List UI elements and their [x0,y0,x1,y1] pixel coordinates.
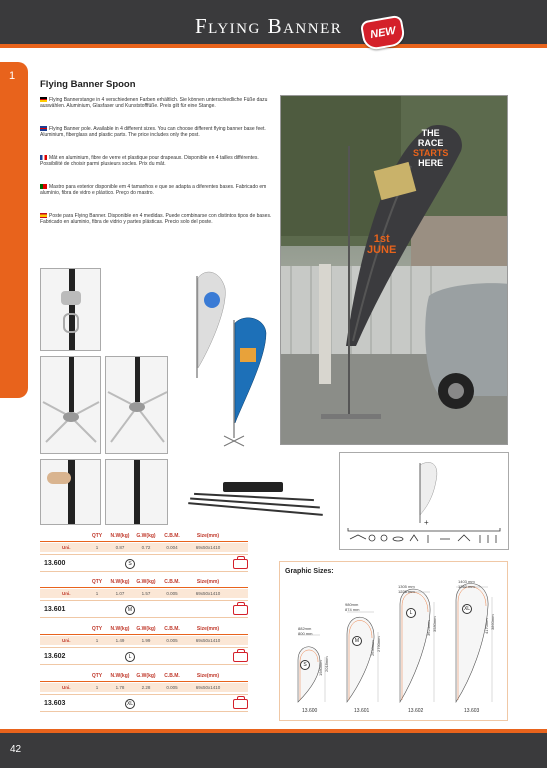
table-header-divider [40,681,248,682]
page-number: 42 [10,744,22,755]
pole-top-detail-photo [40,268,101,351]
table-header-cell: QTY [91,533,103,539]
table-header-cell: Size(mm) [196,673,220,679]
description-it-text: Mastro para exterior disponible em 4 tamanhos e que se adapta a diferentes bases. Fabricado em alumínio, fibra de vidro e plástico. Preço do mastro. [40,184,267,197]
table-header-cell: Size(mm) [196,533,220,539]
graphic-width-inner: 1262 mm [458,584,475,589]
base-options-drawing [340,453,509,550]
row-qty: 1 [95,591,99,596]
table-header-cell: C.B.M. [164,579,180,585]
row-size: 69x50x1410 [195,638,221,643]
base-cross-detail-photo [40,356,101,454]
row-cbm: 0.005 [166,685,178,690]
table-header-divider [40,587,248,588]
flag-fr-icon [40,155,47,160]
row-qty: 1 [95,638,99,643]
graphic-width-inner: 1226 mm [398,589,415,594]
description-de [40,97,272,110]
banner-slogan-2: RACE [417,138,444,148]
description-es [40,213,272,226]
graphic-sizes-title: Graphic Sizes: [285,568,334,575]
graphic-height-outer: 3580mm [432,616,437,632]
row-qty: 1 [95,685,99,690]
row-unit: Uni. [62,545,71,550]
row-divider [40,600,248,601]
shopping-bag-icon[interactable] [233,559,248,569]
flag-pt-icon [40,184,47,189]
row-divider [40,647,248,648]
new-badge-label: NEW [369,24,397,42]
graphic-width-inner: 874 mm [345,607,360,612]
table-header-cell: G.W(kg) [136,626,156,632]
graphic-height-inner: 2630mm [370,640,375,656]
row-nw: 0.87 [115,545,125,550]
graphic-product-code: 13.603 [464,708,480,714]
table-header-cell: N.W(kg) [110,626,130,632]
banner-date [367,234,396,256]
section-title: Flying Banner Spoon [40,79,136,90]
banner-date-1: 1st [373,233,390,245]
hand-assembly-photo [40,459,101,525]
shopping-bag-icon[interactable] [233,699,248,709]
graphic-width-outer: 1403 mm [458,579,475,584]
shopping-bag-icon[interactable] [233,652,248,662]
banner-slogan-4: HERE [418,158,444,168]
row-unit: Uni. [62,591,71,596]
size-badge: S [125,559,135,569]
shopping-bag-icon[interactable] [233,605,248,615]
graphic-height-outer: 2790mm [376,636,381,652]
row-cbm: 0.005 [166,591,178,596]
graphic-width-outer: 1305 mm [398,584,415,589]
table-header-cell: Size(mm) [196,579,220,585]
table-header-cell: QTY [91,673,103,679]
description-es-text: Poste para Flying Banner. Disponible en 4 medidas. Puede combinarse con distintos tipos de bases. Fabricado en aluminio, fibra de vidrio y partes plásticas. Precio solo del poste. [40,213,272,226]
graphic-size-badge: L [406,608,416,618]
pole-joint-photo [105,459,168,525]
table-header-cell: N.W(kg) [110,579,130,585]
graphic-size-badge: M [352,636,362,646]
main-product-photo [280,95,508,445]
banner-slogan [413,128,448,168]
graphic-size-badge: XL [463,606,471,612]
description-it [40,184,272,197]
row-unit: Uni. [62,685,71,690]
table-header-cell: G.W(kg) [136,579,156,585]
pole-kit-photo [178,468,336,528]
graphic-width-outer: 882mm [298,626,312,631]
graphic-size-badge: S [300,660,310,670]
row-gw: 0.72 [141,545,151,550]
graphic-width-outer: 980mm [345,602,359,607]
cross-base-drawing [41,357,101,454]
photo-scene [281,96,508,445]
table-header-cell: G.W(kg) [136,533,156,539]
row-qty: 1 [95,545,99,550]
row-size: 69x50x1410 [195,591,221,596]
page-title: Flying Banner [195,14,343,38]
base-cross-detail-photo-2 [105,356,168,454]
graphic-height-outer: 3860mm [490,614,495,630]
product-code: 13.601 [44,606,66,613]
banner-slogan-1: THE [421,128,440,138]
graphic-height-inner: 1980mm [318,660,323,676]
row-size: 69x50x1410 [195,685,221,690]
flag-es-icon [40,213,47,218]
table-header-cell: C.B.M. [164,673,180,679]
row-nw: 1.07 [115,591,125,596]
table-header-cell: G.W(kg) [136,673,156,679]
description-fr [40,155,272,168]
row-gw: 1.99 [141,638,151,643]
graphic-sizes-panel [279,561,508,721]
chapter-tab [0,62,28,398]
table-header-cell: QTY [91,579,103,585]
row-cbm: 0.004 [166,545,178,550]
svg-text:+: + [424,518,429,527]
product-code: 13.603 [44,700,66,707]
graphic-height-inner: 3624mm [426,620,431,636]
table-header-cell: C.B.M. [164,533,180,539]
row-divider [40,617,248,618]
base-options-diagram [339,452,509,550]
header-accent-line [0,44,547,48]
description-de-text: Flying Bannerstange in 4 verschiedenen Farben erhältlich. Sie können unterschiedliche Füße dazu auswählen. Aluminium, Glasfaser und Kunststofffüße. Preis gilt für eine Stange. [40,97,268,110]
graphic-product-code: 13.600 [302,708,318,714]
graphic-height-outer: 2018mm [324,656,329,672]
graphic-product-code: 13.601 [354,708,370,714]
page-footer [0,733,547,768]
table-header-divider [40,634,248,635]
banner-date-2: JUNE [367,244,397,256]
row-unit: Uni. [62,638,71,643]
row-divider [40,664,248,665]
size-badge: M [125,605,135,615]
row-divider [40,694,248,695]
description-en-text: Flying Banner pole. Available in 4 different sizes. You can choose different flying banner base feet. Aluminium, fiberglass and plastic parts. The price includes only the post. [40,126,266,139]
row-gw: 2.28 [141,685,151,690]
size-badge: XL [126,701,134,707]
row-divider [40,711,248,712]
table-header-cell: C.B.M. [164,626,180,632]
row-divider [40,554,248,555]
description-en [40,126,272,139]
graphic-width-inner: 800 mm [298,631,313,636]
table-header-cell: Size(mm) [196,626,220,632]
flying-banner-illustrations [190,268,270,448]
product-code: 13.600 [44,560,66,567]
flag-de-icon [40,97,47,102]
description-fr-text: Mât en aluminium, fibre de verre et plastique pour drapeaux. Disponible en 4 tailles différentes. Possibilité de choisir parmi plusieurs socles. Prix du mât. [40,155,259,168]
row-gw: 1.57 [141,591,151,596]
table-header-cell: QTY [91,626,103,632]
row-size: 69x50x1410 [195,545,221,550]
size-badge: L [125,652,135,662]
row-divider [40,571,248,572]
chapter-number: 1 [9,70,16,82]
product-code: 13.602 [44,653,66,660]
row-nw: 1.78 [115,685,125,690]
graphic-height-inner: 4170mm [484,618,489,634]
flag-gb-icon [40,126,47,131]
row-cbm: 0.005 [166,638,178,643]
banner-slogan-3: STARTS [413,148,449,158]
cross-base-drawing-2 [106,357,168,454]
row-nw: 1.49 [115,638,125,643]
graphic-product-code: 13.602 [408,708,424,714]
table-header-cell: N.W(kg) [110,673,130,679]
table-header-cell: N.W(kg) [110,533,130,539]
table-header-divider [40,541,248,542]
